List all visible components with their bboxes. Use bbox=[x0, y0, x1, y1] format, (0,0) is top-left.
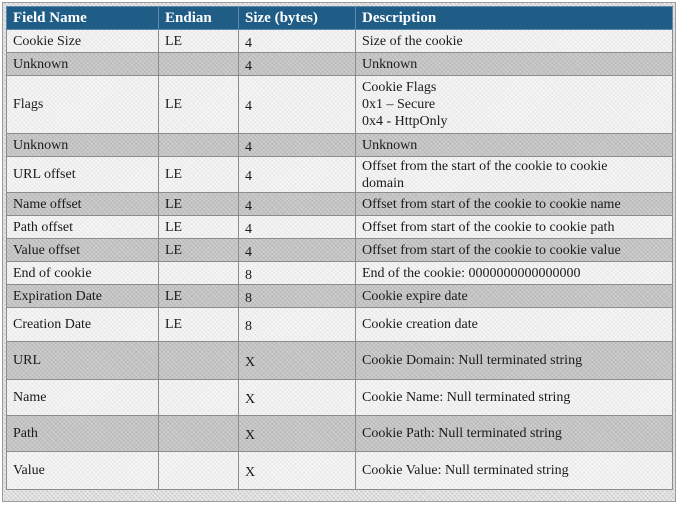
cell-field-name: Flags bbox=[7, 76, 159, 134]
table-row bbox=[7, 342, 673, 380]
cell-field-name: Expiration Date bbox=[7, 285, 159, 308]
cell-size: 4 bbox=[239, 193, 356, 216]
cell-size: X bbox=[239, 416, 356, 452]
cell-size: 4 bbox=[239, 53, 356, 76]
table-row bbox=[7, 380, 673, 416]
cell-description bbox=[356, 76, 673, 134]
cell-field-name: Path bbox=[7, 416, 159, 452]
description-line: Offset from the start of the cookie to cookie bbox=[362, 158, 608, 174]
table-row bbox=[7, 239, 673, 262]
cell-size: 4 bbox=[239, 76, 356, 134]
description-line: Offset from start of the cookie to cookie path bbox=[362, 219, 615, 235]
cell-field-name: Name bbox=[7, 380, 159, 416]
header-endian: Endian bbox=[159, 7, 239, 30]
description-line: domain bbox=[362, 175, 404, 191]
table-row bbox=[7, 416, 673, 452]
cell-endian bbox=[159, 262, 239, 285]
table-row bbox=[7, 134, 673, 157]
cell-size: 4 bbox=[239, 30, 356, 53]
cell-description bbox=[356, 134, 673, 157]
cookie-format-table bbox=[6, 6, 673, 490]
table-row bbox=[7, 157, 673, 193]
table-row bbox=[7, 452, 673, 490]
cell-description bbox=[356, 416, 673, 452]
cell-description bbox=[356, 239, 673, 262]
table-header-row bbox=[7, 7, 673, 30]
table-row bbox=[7, 30, 673, 53]
description-line: Cookie creation date bbox=[362, 317, 478, 332]
table-row bbox=[7, 262, 673, 285]
table-body bbox=[7, 30, 673, 490]
cell-endian bbox=[159, 452, 239, 490]
cell-size: X bbox=[239, 342, 356, 380]
cell-size: 4 bbox=[239, 239, 356, 262]
cell-size: 4 bbox=[239, 157, 356, 193]
description-line: Cookie expire date bbox=[362, 288, 468, 304]
cell-endian: LE bbox=[159, 30, 239, 53]
description-line: Offset from start of the cookie to cookie name bbox=[362, 196, 621, 212]
table-row bbox=[7, 53, 673, 76]
description-line: Cookie Flags bbox=[362, 80, 437, 95]
cell-description bbox=[356, 30, 673, 53]
cell-size: 8 bbox=[239, 308, 356, 342]
cell-endian bbox=[159, 134, 239, 157]
cell-field-name: URL offset bbox=[7, 157, 159, 193]
description-line: Offset from start of the cookie to cookie value bbox=[362, 242, 621, 258]
description-line: 0x4 - HttpOnly bbox=[362, 114, 448, 129]
description-line: 0x1 – Secure bbox=[362, 97, 436, 112]
table-row bbox=[7, 76, 673, 134]
cell-description bbox=[356, 308, 673, 342]
table-row bbox=[7, 308, 673, 342]
cell-description bbox=[356, 53, 673, 76]
cell-field-name: Creation Date bbox=[7, 308, 159, 342]
cell-field-name: Value bbox=[7, 452, 159, 490]
cell-size: X bbox=[239, 452, 356, 490]
description-line: Size of the cookie bbox=[362, 33, 463, 49]
cell-size: 8 bbox=[239, 285, 356, 308]
cell-endian: LE bbox=[159, 76, 239, 134]
cell-size: 4 bbox=[239, 134, 356, 157]
cell-endian: LE bbox=[159, 157, 239, 193]
cell-size: 8 bbox=[239, 262, 356, 285]
description-line: Cookie Path: Null terminated string bbox=[362, 426, 562, 441]
description-line: Cookie Name: Null terminated string bbox=[362, 390, 571, 405]
cell-endian: LE bbox=[159, 193, 239, 216]
description-line: End of the cookie: 0000000000000000 bbox=[362, 265, 581, 281]
cell-field-name: Name offset bbox=[7, 193, 159, 216]
cell-field-name: Unknown bbox=[7, 134, 159, 157]
description-line: Unknown bbox=[362, 137, 418, 153]
cell-field-name: Cookie Size bbox=[7, 30, 159, 53]
description-line: Unknown bbox=[362, 56, 418, 72]
cell-field-name: Value offset bbox=[7, 239, 159, 262]
table-row bbox=[7, 285, 673, 308]
cell-size: X bbox=[239, 380, 356, 416]
cell-endian bbox=[159, 416, 239, 452]
header-description: Description bbox=[356, 7, 673, 30]
cell-endian: LE bbox=[159, 308, 239, 342]
cell-endian: LE bbox=[159, 216, 239, 239]
cell-description bbox=[356, 193, 673, 216]
cell-field-name: Unknown bbox=[7, 53, 159, 76]
description-line: Cookie Value: Null terminated string bbox=[362, 463, 569, 478]
cell-endian: LE bbox=[159, 239, 239, 262]
cell-field-name: URL bbox=[7, 342, 159, 380]
cell-description bbox=[356, 452, 673, 490]
cell-size: 4 bbox=[239, 216, 356, 239]
header-field-name: Field Name bbox=[7, 7, 159, 30]
cell-description bbox=[356, 342, 673, 380]
table-row bbox=[7, 216, 673, 239]
cell-description bbox=[356, 157, 673, 193]
cell-description bbox=[356, 262, 673, 285]
cell-field-name: Path offset bbox=[7, 216, 159, 239]
description-line: Cookie Domain: Null terminated string bbox=[362, 353, 583, 368]
cell-description bbox=[356, 216, 673, 239]
cell-endian bbox=[159, 380, 239, 416]
cell-description bbox=[356, 380, 673, 416]
table-row bbox=[7, 193, 673, 216]
cell-field-name: End of cookie bbox=[7, 262, 159, 285]
cell-endian bbox=[159, 53, 239, 76]
cell-description bbox=[356, 285, 673, 308]
cell-endian bbox=[159, 342, 239, 380]
cell-endian: LE bbox=[159, 285, 239, 308]
header-size: Size (bytes) bbox=[239, 7, 356, 30]
table-frame bbox=[2, 2, 676, 502]
